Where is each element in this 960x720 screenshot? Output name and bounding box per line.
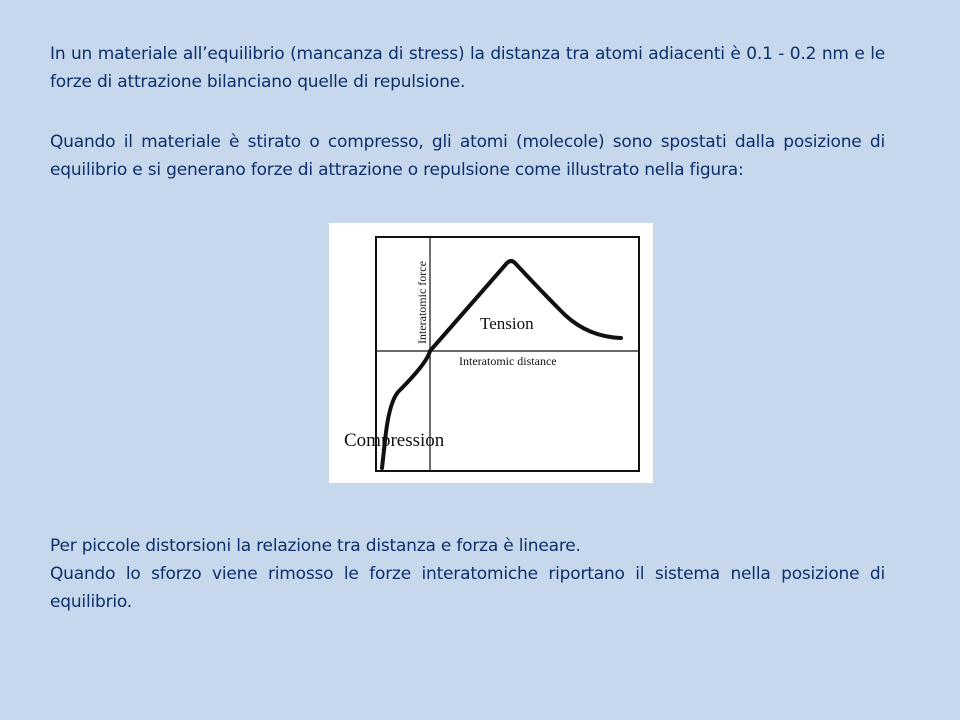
compression-label: Compression — [344, 430, 445, 451]
y-axis-label: Interatomic force — [415, 261, 429, 344]
intro-paragraph: In un materiale all’equilibrio (mancanza di stress) la distanza tra atomi adiacenti è 0.1 - 0.2 nm e le forze di attrazione bilanciano quelle di repulsione. — [50, 44, 885, 92]
x-axis-label: Interatomic distance — [459, 354, 557, 368]
linear-relation-paragraph: Per piccole distorsioni la relazione tra distanza e forza è lineare. — [50, 536, 581, 556]
equilibrium-paragraph: Quando lo sforzo viene rimosso le forze interatomiche riportano il sistema nella posizione di equilibrio. — [50, 564, 885, 612]
description-paragraph: Quando il materiale è stirato o compresso, gli atomi (molecole) sono spostati dalla posizione di equilibrio e si generano forze di attrazione o repulsione come illustrato nella figura: — [50, 132, 885, 180]
force-distance-diagram — [329, 223, 653, 483]
interatomic-force-figure — [329, 223, 653, 483]
tension-label: Tension — [480, 314, 534, 333]
